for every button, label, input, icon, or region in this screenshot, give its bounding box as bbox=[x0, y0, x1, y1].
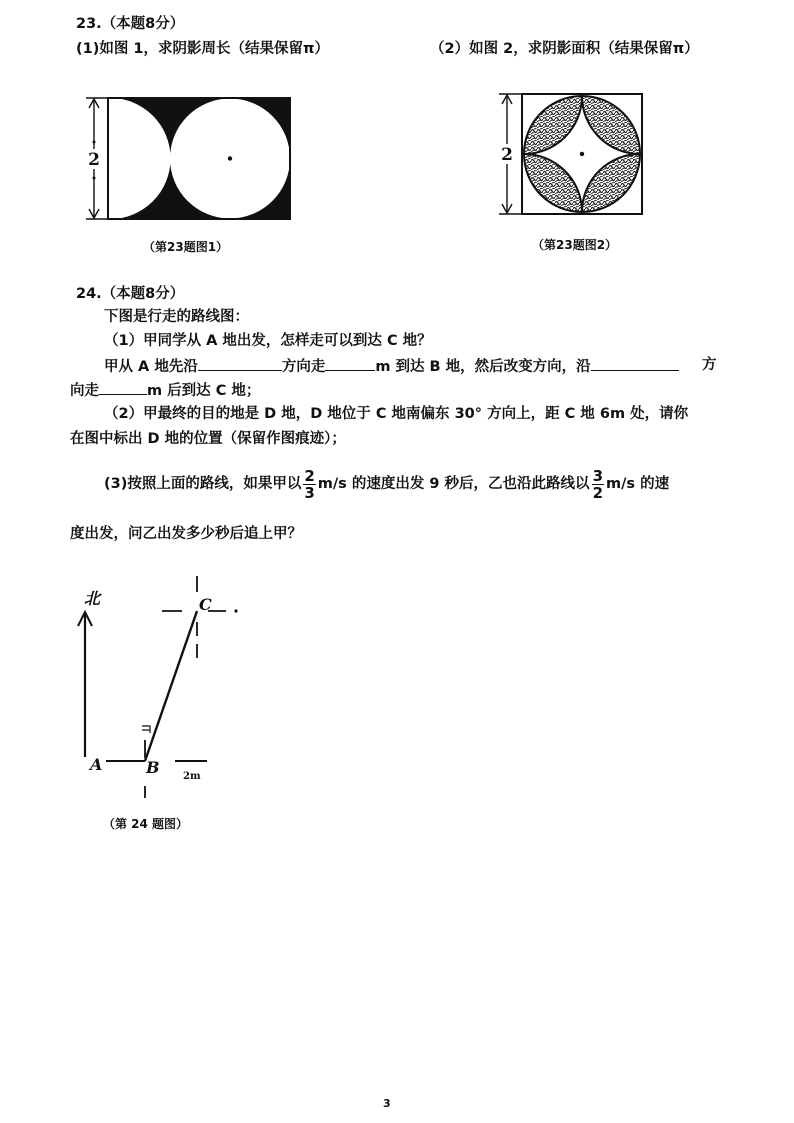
q24-part3-c: m/s 的速 bbox=[606, 476, 670, 492]
q24-figure bbox=[0, 570, 260, 810]
q23-caption1: （第23题图1） bbox=[143, 240, 229, 254]
q24-caption: （第 24 题图） bbox=[103, 817, 189, 831]
answer-blank-direction1[interactable] bbox=[198, 356, 282, 371]
answer-blank-distance1[interactable] bbox=[325, 356, 375, 371]
fraction-speed-yi: $\frac{3}{2}$ bbox=[592, 466, 603, 502]
q23-part1: (1)如图 1，求阴影周长（结果保留π） bbox=[76, 41, 329, 57]
q24-part2-a: （2）甲最终的目的地是 D 地，D 地位于 C 地南偏东 30° 方向上，距 C 地 6m 处，请你 bbox=[104, 406, 689, 422]
q24-line1-d: 方 bbox=[702, 357, 717, 373]
fig2-center-dot bbox=[580, 152, 584, 156]
q24-part1: （1）甲同学从 A 地出发，怎样走可以到达 C 地？ bbox=[104, 333, 432, 349]
fig2-dim-label: 2 bbox=[501, 145, 513, 165]
q24-part3-a: (3)按照上面的路线，如果甲以 bbox=[104, 476, 302, 492]
q24-line1-c: m 到达 B 地，然后改变方向，沿 bbox=[375, 359, 591, 375]
fig1-dim-label: 2 bbox=[88, 150, 100, 170]
q24-header: 24.（本题8分） bbox=[76, 286, 185, 302]
q24-line1-a: 甲从 A 地先沿 bbox=[104, 359, 198, 375]
q24-part2-b: 在图中标出 D 地的位置（保留作图痕迹）； bbox=[70, 431, 346, 447]
q24-intro: 下图是行走的路线图： bbox=[104, 309, 249, 325]
answer-blank-direction2[interactable] bbox=[591, 356, 679, 371]
q23-header: 23.（本题8分） bbox=[76, 16, 185, 32]
scale-label: 2m bbox=[183, 771, 201, 782]
fig1-dim-dot2 bbox=[93, 177, 96, 180]
q23-part2: （2）如图 2，求阴影面积（结果保留π） bbox=[430, 41, 699, 57]
point-a-label: A bbox=[90, 755, 103, 774]
q24-line2-a: 向走 bbox=[70, 383, 99, 399]
q24-part3-b: m/s 的速度出发 9 秒后，乙也沿此路线以 bbox=[317, 476, 590, 492]
q24-line1-b: 方向走 bbox=[281, 359, 326, 375]
fig1-center-dot bbox=[228, 156, 232, 160]
q23-figure2 bbox=[495, 92, 655, 222]
q24-part3-d: 度出发，问乙出发多少秒后追上甲？ bbox=[70, 526, 302, 542]
fraction-speed-jia: $\frac{2}{3}$ bbox=[304, 466, 315, 502]
point-b-label: B bbox=[146, 758, 160, 777]
point-c-label: C bbox=[199, 595, 212, 614]
angle-mark bbox=[142, 726, 150, 733]
page-number: 3 bbox=[383, 1097, 391, 1110]
answer-blank-distance2[interactable] bbox=[99, 380, 147, 395]
q24-line2-b: m 后到达 C 地； bbox=[147, 383, 261, 399]
q23-figure1 bbox=[80, 92, 300, 227]
q23-caption2: （第23题图2） bbox=[532, 238, 618, 252]
north-label: 北 bbox=[84, 589, 101, 608]
bc-path bbox=[145, 611, 197, 761]
q24-line2 bbox=[70, 380, 260, 400]
q24-part3-line1 bbox=[104, 466, 669, 502]
fig1-dim-dot1 bbox=[93, 141, 96, 144]
c-right-dot bbox=[234, 609, 237, 612]
q24-line1 bbox=[104, 356, 679, 376]
